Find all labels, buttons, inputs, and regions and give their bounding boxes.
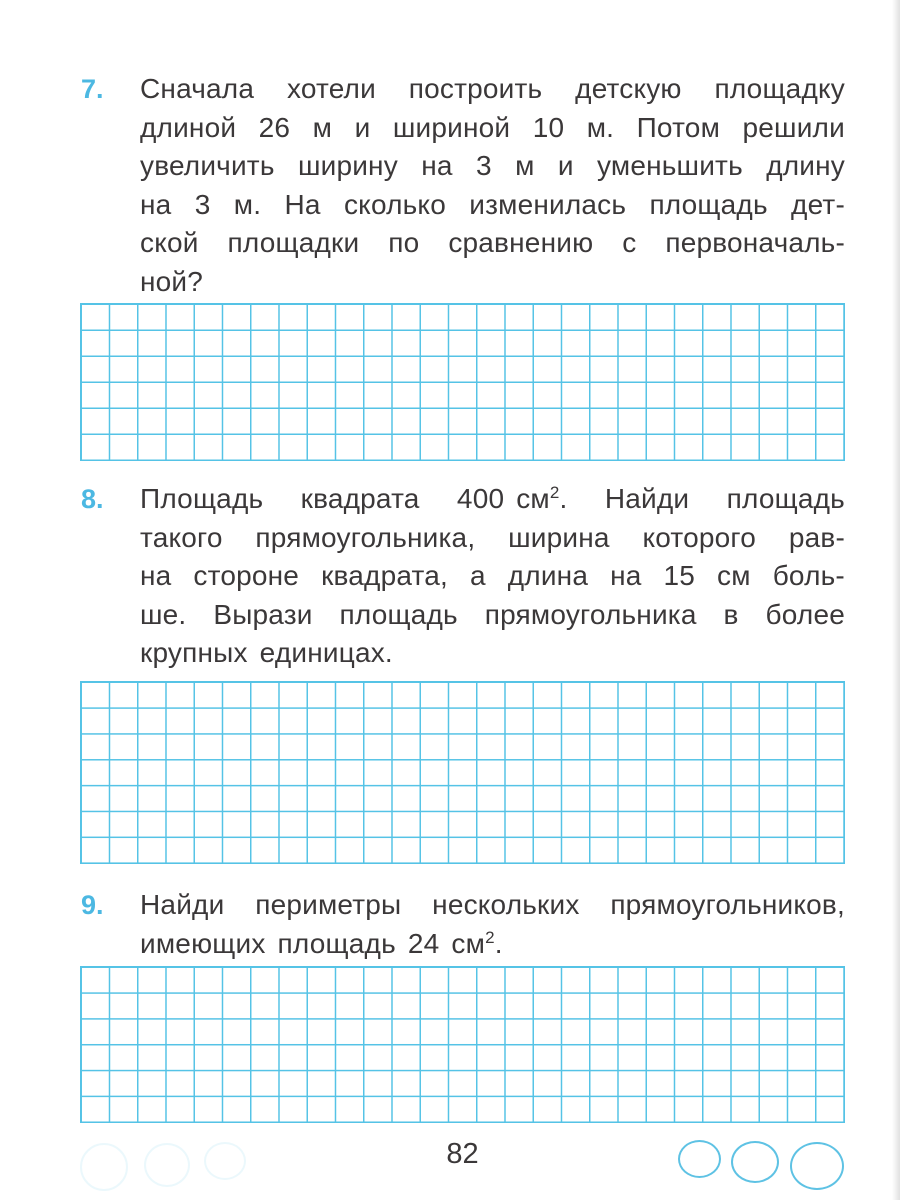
word: ширина — [508, 521, 610, 553]
text-line — [140, 519, 845, 558]
word: 3 — [194, 188, 211, 220]
word: на — [140, 560, 172, 592]
word: изменилась — [469, 188, 627, 220]
task-text — [140, 70, 845, 302]
word: Найди — [604, 483, 690, 514]
word: боль- — [772, 560, 845, 592]
word: увеличить — [140, 150, 275, 182]
word: уменьшить — [597, 150, 743, 182]
word: ной? — [140, 265, 204, 297]
word: детскую — [575, 73, 682, 104]
page-number: 82 — [446, 1138, 479, 1170]
word: в — [723, 598, 739, 630]
word: дет- — [791, 188, 845, 220]
word: рав- — [788, 521, 845, 553]
word: решили — [742, 111, 845, 143]
word: площадь — [726, 483, 845, 514]
word: и — [557, 150, 574, 182]
word: с — [622, 227, 637, 259]
word: сколько — [343, 188, 446, 220]
word: по — [388, 227, 420, 259]
word: которого — [642, 521, 757, 553]
task-number: 7. — [81, 74, 104, 104]
word: Потом — [636, 111, 721, 143]
word: 10 — [532, 111, 565, 143]
word: шириной — [392, 111, 511, 143]
text-line — [140, 634, 845, 673]
word: длина — [507, 560, 589, 592]
word: периметры — [255, 889, 402, 920]
word: на — [610, 560, 642, 592]
word: более — [765, 598, 845, 630]
text-line — [140, 886, 845, 925]
word: 24 $см^2$. — [407, 927, 503, 959]
task-text — [140, 480, 845, 673]
word: ше. — [140, 598, 187, 630]
word: 26 — [258, 111, 291, 143]
self-assessment-circle-3[interactable] — [790, 1142, 844, 1190]
word: 3 — [475, 150, 492, 182]
self-assessment-circle-2[interactable] — [731, 1141, 779, 1183]
word: нескольких — [432, 889, 580, 920]
word: площадь — [339, 598, 458, 630]
word: построить — [408, 73, 543, 104]
word: и — [354, 111, 371, 143]
text-line — [140, 186, 845, 225]
show-through-circle — [80, 1143, 128, 1191]
word: хотели — [286, 73, 376, 104]
word: Вырази — [213, 598, 313, 630]
word: м — [515, 150, 535, 182]
word: длиной — [140, 111, 237, 143]
word: ской — [140, 227, 199, 259]
word: ширину — [297, 150, 398, 182]
word: Сначала — [140, 73, 255, 104]
task-text — [140, 886, 845, 963]
text-line — [140, 480, 845, 519]
answer-grid-task-9[interactable] — [80, 966, 845, 1123]
word: на — [421, 150, 453, 182]
word: первоначаль- — [665, 227, 845, 259]
text-line — [140, 263, 845, 302]
word: прямоугольников, — [610, 889, 845, 920]
answer-grid-task-8[interactable] — [80, 681, 845, 864]
word: площадь — [277, 927, 396, 959]
word: На — [284, 188, 321, 220]
word: площадь — [649, 188, 768, 220]
word: 15 — [663, 560, 696, 592]
word: м — [312, 111, 333, 143]
word: прямоугольника — [484, 598, 697, 630]
word: длину — [766, 150, 845, 182]
word: единицах. — [259, 637, 393, 669]
task-number: 8. — [81, 484, 104, 514]
text-line — [140, 596, 845, 635]
show-through-circle — [204, 1142, 246, 1180]
text-line — [140, 70, 845, 109]
task-number: 9. — [81, 890, 104, 920]
word: м. — [586, 111, 615, 143]
word: м. — [233, 188, 262, 220]
word: имеющих — [140, 927, 266, 959]
text-line — [140, 557, 845, 596]
text-line — [140, 224, 845, 263]
self-assessment-circle-1[interactable] — [678, 1140, 721, 1178]
word: Площадь — [140, 483, 264, 514]
word: площадку — [714, 73, 845, 104]
word: см — [717, 560, 751, 592]
word: Найди — [140, 889, 225, 920]
show-through-circle — [144, 1143, 190, 1187]
word: такого — [140, 521, 223, 553]
word: 400 $см^2$. — [456, 483, 568, 514]
text-line — [140, 109, 845, 148]
word: крупных — [140, 637, 248, 669]
word: площадки — [227, 227, 360, 259]
word: квадрата — [300, 483, 420, 514]
word: прямоугольника, — [255, 521, 476, 553]
word: а — [469, 560, 486, 592]
text-line — [140, 147, 845, 186]
page-edge-shadow — [892, 0, 900, 1200]
word: на — [140, 188, 172, 220]
text-line — [140, 925, 845, 964]
word: квадрата, — [321, 560, 448, 592]
answer-grid-task-7[interactable] — [80, 303, 845, 461]
word: стороне — [193, 560, 300, 592]
word: сравнению — [448, 227, 594, 259]
